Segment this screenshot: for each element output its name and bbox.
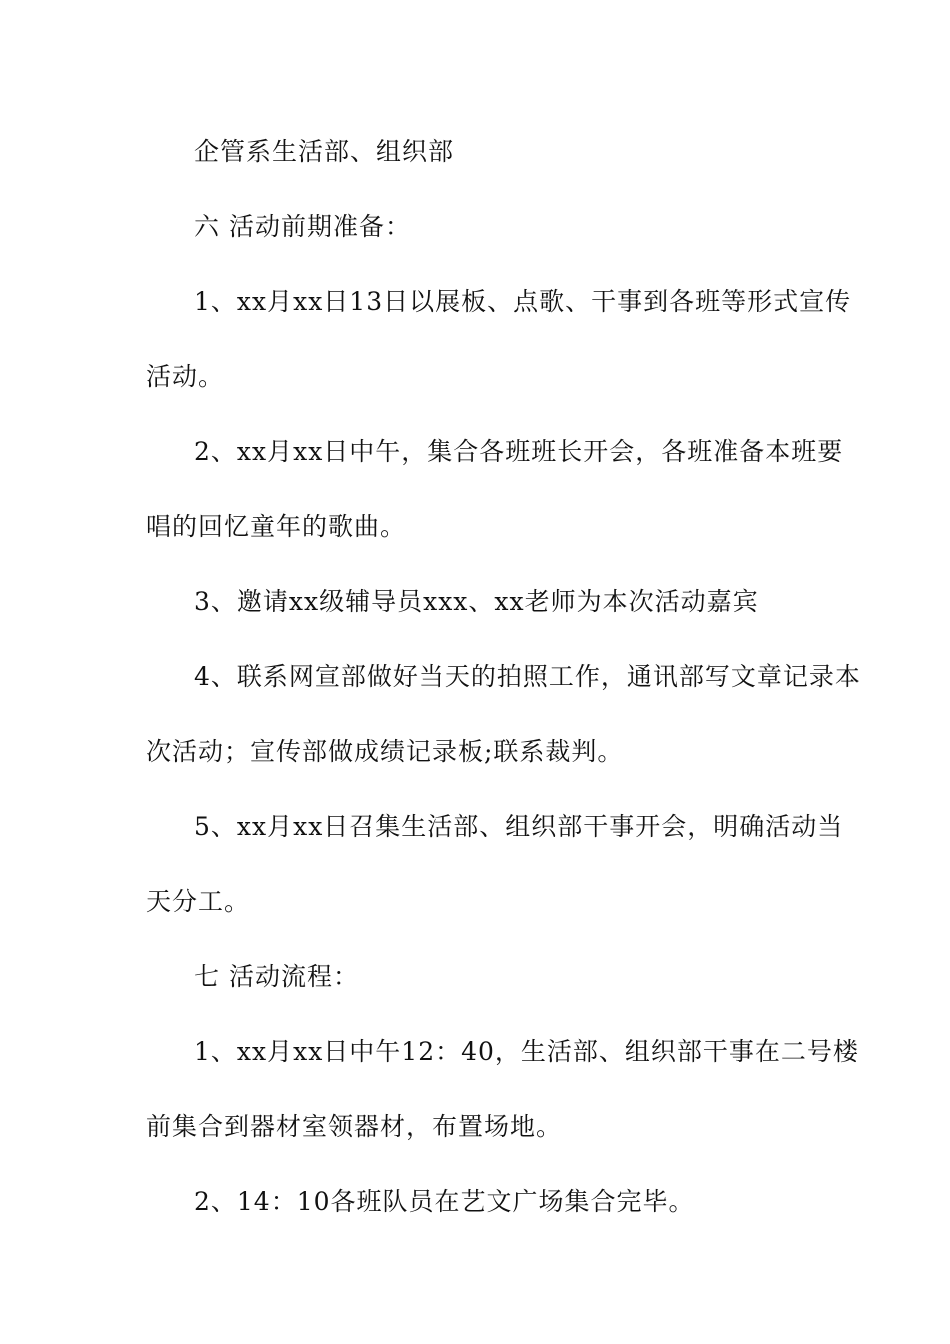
prep-item-2: 2、xx月xx日中午，集合各班班长开会，各班准备本班要 (194, 437, 844, 466)
section-heading-preparation: 六 活动前期准备： (194, 212, 411, 241)
procedure-item-2: 2、14：10各班队员在艺文广场集合完毕。 (194, 1187, 695, 1216)
prep-item-4: 4、联系网宣部做好当天的拍照工作，通讯部写文章记录本 (194, 662, 861, 691)
prep-item-5-continued: 天分工。 (146, 887, 251, 916)
prep-item-3: 3、邀请xx级辅导员xxx、xx老师为本次活动嘉宾 (194, 587, 759, 616)
prep-item-4-continued: 次活动；宣传部做成绩记录板;联系裁判。 (146, 737, 624, 766)
prep-item-5: 5、xx月xx日召集生活部、组织部干事开会，明确活动当 (194, 812, 844, 841)
department-line: 企管系生活部、组织部 (194, 137, 455, 166)
procedure-item-1-continued: 前集合到器材室领器材，布置场地。 (146, 1112, 563, 1141)
procedure-item-1: 1、xx月xx日中午12：40，生活部、组织部干事在二号楼 (194, 1037, 859, 1066)
prep-item-1-continued: 活动。 (146, 362, 225, 391)
prep-item-1: 1、xx月xx日13日以展板、点歌、干事到各班等形式宣传 (194, 287, 852, 316)
section-heading-procedure: 七 活动流程： (194, 962, 359, 991)
prep-item-2-continued: 唱的回忆童年的歌曲。 (146, 512, 407, 541)
